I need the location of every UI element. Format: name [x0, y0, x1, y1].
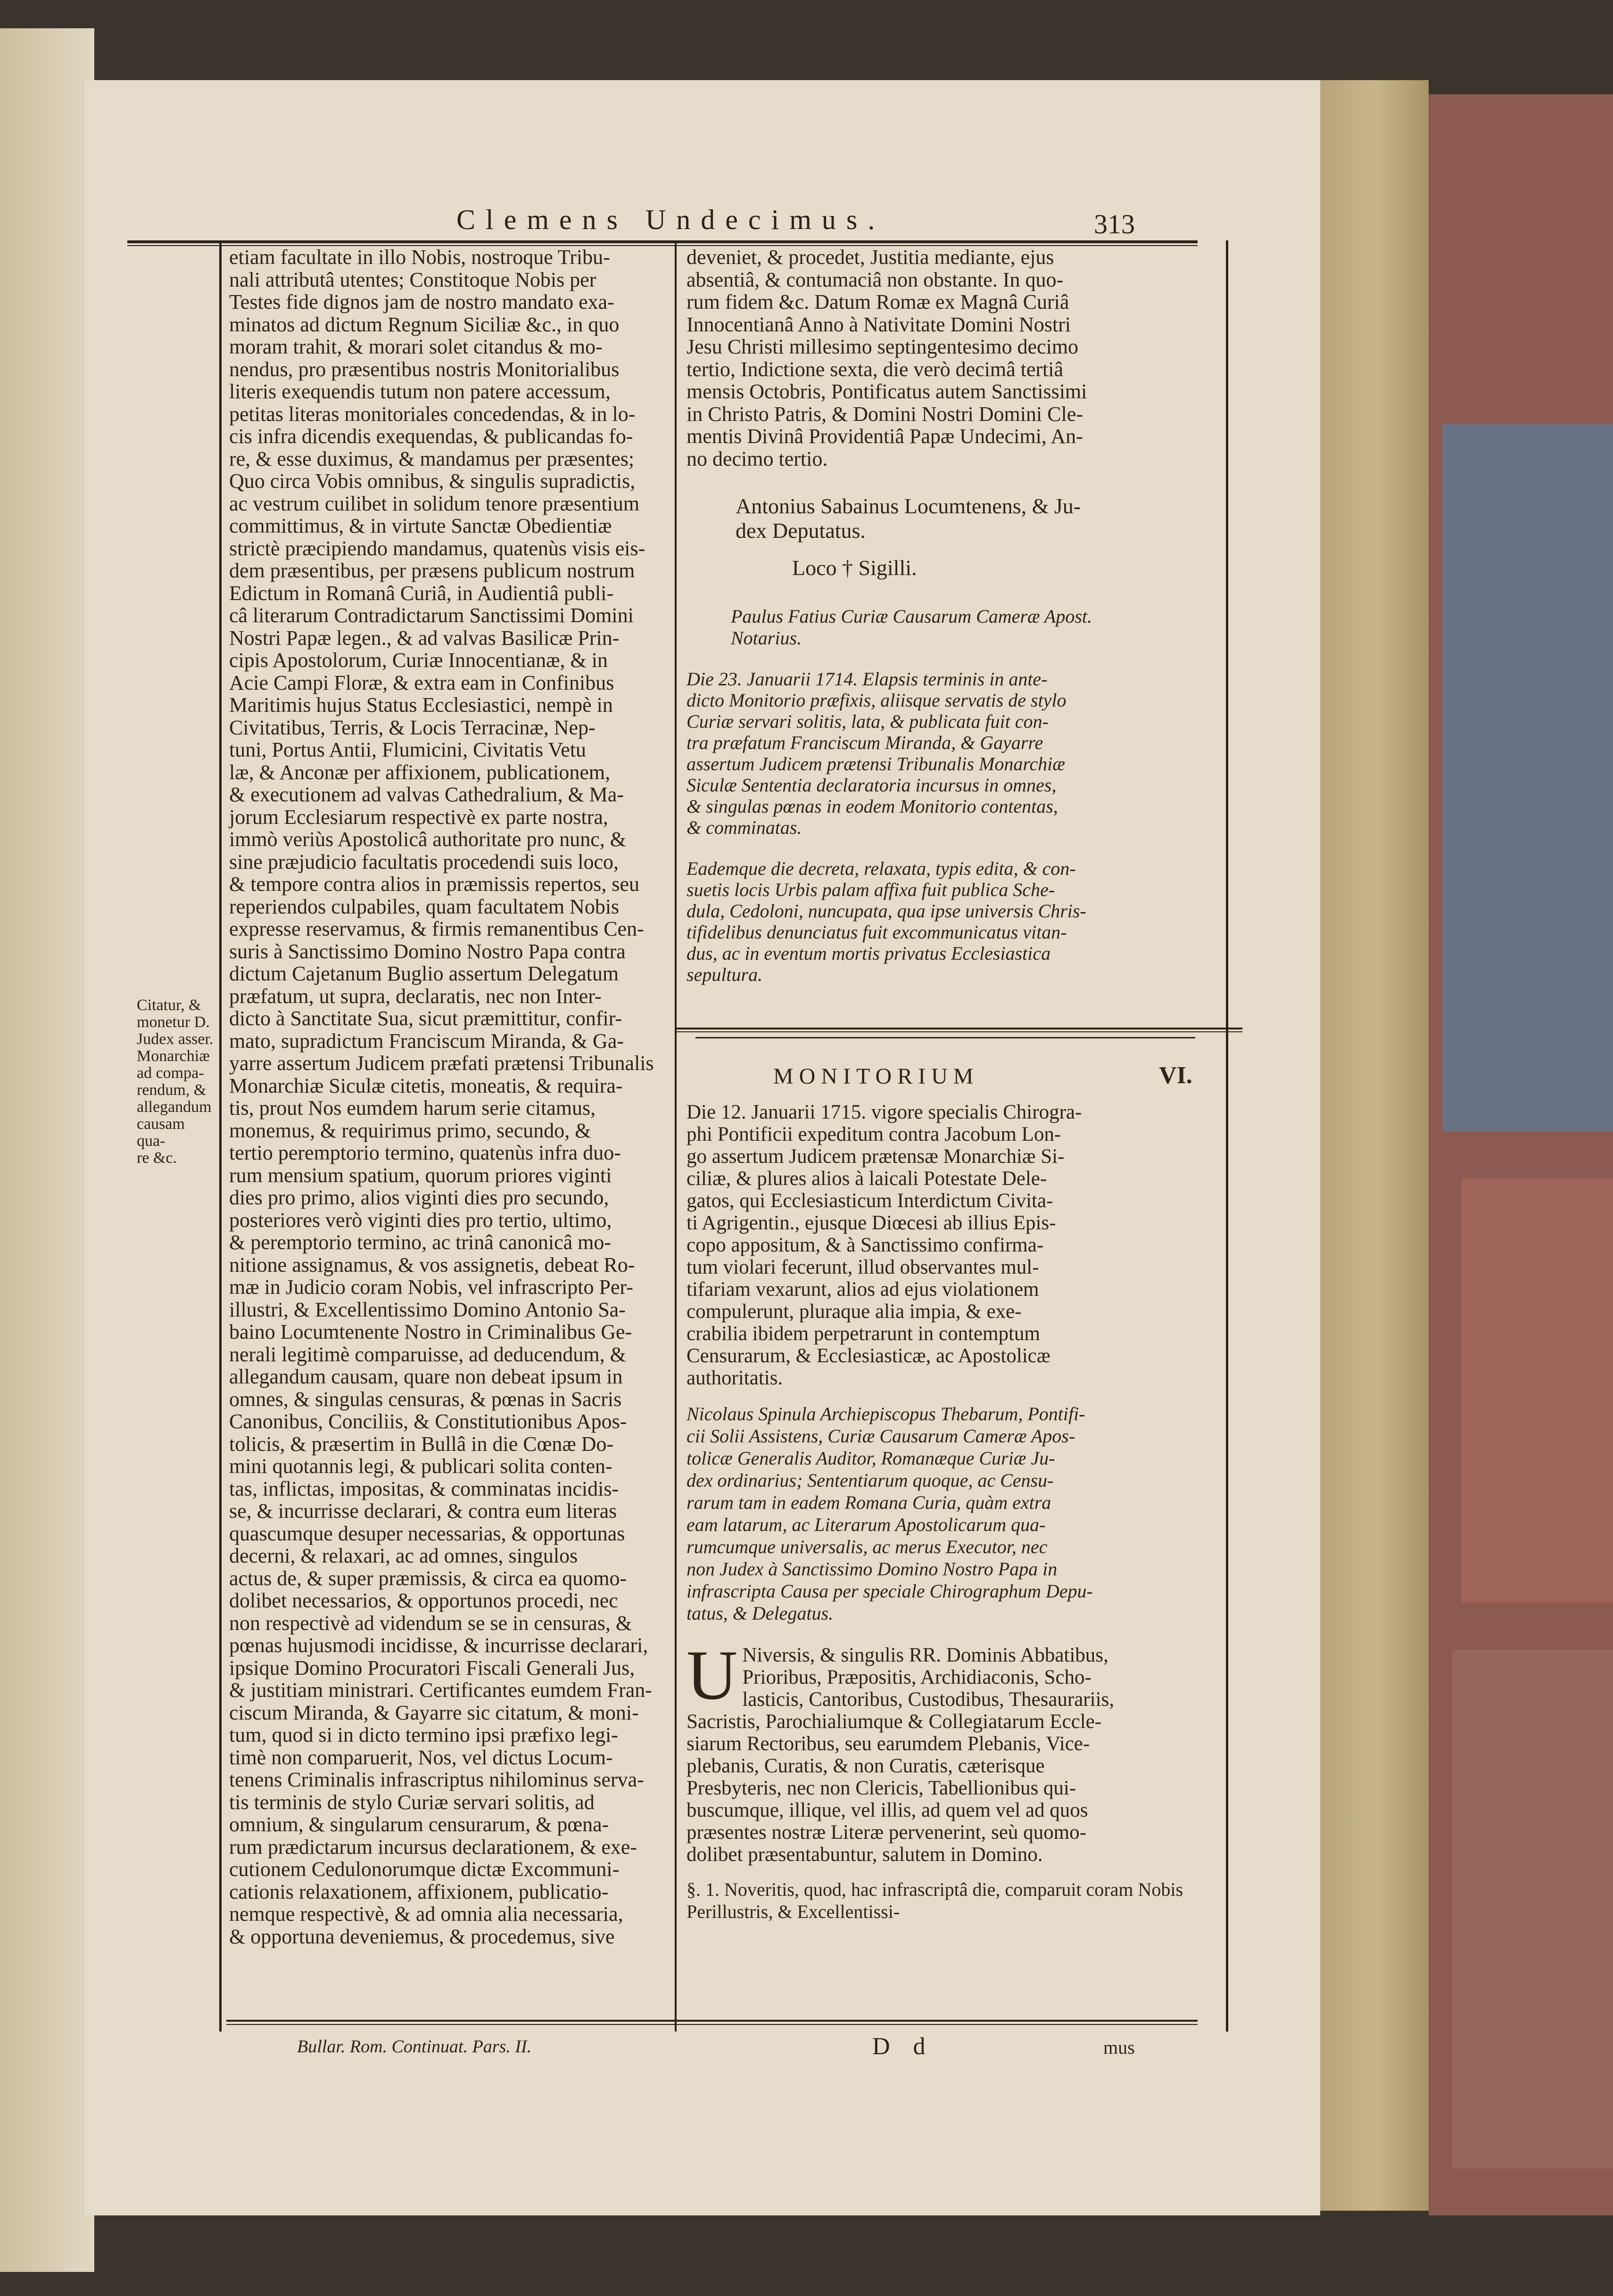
text-line: buscumque, illique, vel illis, ad quem vel ad quos	[687, 1799, 1088, 1821]
text-line: siarum Rectoribus, seu earumdem Plebanis, Vice-	[687, 1733, 1090, 1755]
issuer-line: cii Solii Assistens, Curiæ Causarum Cameræ Apos-	[687, 1425, 1075, 1447]
box-bottom-rule-2	[677, 1031, 1242, 1032]
text-line: dolibet præsentabuntur, salutem in Domino.	[687, 1843, 1043, 1866]
text-line: & peremptorio termino, ac trinâ canonicâ mo-	[229, 1231, 612, 1254]
margin-note-line: Citatur, &	[137, 996, 201, 1014]
text-line: tum violari fecerunt, illud observantes mul-	[687, 1256, 1039, 1278]
text-line: Testes fide dignos jam de nostro mandato exa-	[229, 290, 614, 313]
text-line: crabilia ibidem perpetrarunt in contemptum	[687, 1323, 1040, 1345]
text-line: Innocentianâ Anno à Nativitate Domini Nostri	[687, 313, 1071, 336]
note-line: suetis locis Urbis palam affixa fuit publica Sche-	[687, 879, 1055, 900]
schedula-note	[687, 858, 1186, 985]
text-line: Nostri Papæ legen., & ad valvas Basilicæ Prin-	[229, 626, 620, 650]
text-line: præfatum, ut supra, declaratis, nec non Inter-	[229, 984, 602, 1008]
sentence-note	[687, 668, 1186, 838]
text-line: immò veriùs Apostolicâ authoritate pro nunc, &	[229, 828, 626, 851]
text-line: cis infra dicendis exequendas, & publicandas fo-	[229, 425, 633, 448]
text-line: Jesu Christi millesimo septingentesimo decimo	[687, 335, 1079, 358]
issuer-line: tolicæ Generalis Auditor, Romanæque Curiæ Ju-	[687, 1448, 1055, 1469]
text-line: yarre assertum Judicem præfati prætensi Tribunalis	[229, 1052, 654, 1075]
text-line: mentis Divinâ Providentiâ Papæ Undecimi, An-	[687, 425, 1083, 448]
margin-note-line: Monarchiæ	[137, 1047, 210, 1065]
right-frame-rule	[1226, 240, 1228, 2032]
note-line: & singulas pœnas in eodem Monitorio contentas,	[687, 796, 1058, 817]
text-line: dicto à Sanctitate Sua, sicut præmittitur, confir-	[229, 1007, 622, 1030]
text-line: mini quotannis legi, & publicari solita conten-	[229, 1455, 612, 1478]
text-line: nali attributâ utentes; Constitoque Nobis per	[229, 268, 596, 291]
text-line: Sacristis, Parochialiumque & Collegiatarum Eccle-	[687, 1711, 1102, 1733]
text-line: monemus, & requirimus primo, secundo, &	[229, 1119, 591, 1142]
text-line: rum fidem &c. Datum Romæ ex Magnâ Curiâ	[687, 290, 1069, 313]
note-line: sepultura.	[687, 964, 763, 985]
text-line: mensis Octobris, Pontificatus autem Sanctissimi	[687, 380, 1087, 403]
text-line: re, & esse duximus, & mandamus per præsentes;	[229, 447, 635, 470]
note-line: tifidelibus denunciatus fuit excommunicatus vitan-	[687, 922, 1067, 943]
text-line: illustri, & Excellentissimo Domino Antonio Sa-	[229, 1298, 626, 1321]
text-line: allegandum causam, quare non debeat ipsum in	[229, 1365, 623, 1388]
text-line: câ literarum Contradictarum Sanctissimi Domini	[229, 604, 634, 627]
issuer-line: infrascripta Causa per speciale Chirographum Depu-	[687, 1580, 1093, 1602]
signature-locumtenens	[736, 494, 1188, 543]
text-line: nendus, pro præsentibus nostris Monitorialibus	[229, 357, 620, 381]
text-line: cipis Apostolorum, Curiæ Innocentianæ, & in	[229, 649, 608, 672]
text-line: mæ in Judicio coram Nobis, vel infrascripto Per-	[229, 1276, 633, 1299]
text-line: Edictum in Romanâ Curiâ, in Audientiâ publi-	[229, 581, 614, 605]
signature-line: Paulus Fatius Curiæ Causarum Cameræ Apost.	[731, 606, 1092, 627]
signature-line: Antonius Sabainus Locumtenens, & Ju-	[736, 494, 1081, 518]
paragraph-one-opening: §. 1. Noveritis, quod, hac infrascriptâ die, comparuit coram Nobis Perillustris, & Excellentissi-	[687, 1879, 1183, 1922]
text-line: ipsique Domino Procuratori Fiscali Generali Jus,	[229, 1656, 635, 1679]
text-line: mato, supradictum Franciscum Miranda, & Ga-	[229, 1029, 624, 1053]
text-line: copo appositum, & à Sanctissimo confirma-	[687, 1234, 1044, 1256]
section-number: VI.	[1159, 1062, 1192, 1089]
note-line: dicto Monitorio præfixis, aliisque servatis de stylo	[687, 690, 1067, 711]
text-line: nitione assignamus, & vos assignetis, debeat Ro-	[229, 1253, 635, 1276]
note-line: Curiæ servari solitis, lata, & publicata fuit con-	[687, 711, 1049, 732]
signature-line: Notarius.	[731, 627, 802, 649]
text-line: minatos ad dictum Regnum Siciliæ &c., in quo	[229, 313, 620, 336]
text-line: tolicis, & præsertim in Bullâ in die Cœnæ Do-	[229, 1432, 614, 1456]
seal-notation: Loco † Sigilli.	[792, 556, 917, 580]
foot-rule	[226, 2020, 1198, 2022]
text-line: phi Pontificii expeditum contra Jacobum Lon-	[687, 1123, 1061, 1145]
text-line: Prioribus, Præpositis, Archidiaconis, Scho-	[742, 1666, 1092, 1688]
issuer-line: dex ordinarius; Sententiarum quoque, ac Censu-	[687, 1470, 1054, 1491]
heading-rule	[695, 1037, 1195, 1038]
left-column-text	[229, 246, 665, 1948]
text-line: pœnas hujusmodi incidisse, & incurrisse declarari,	[229, 1634, 648, 1657]
text-line: læ, & Anconæ per affixionem, publicationem,	[229, 760, 611, 784]
text-line: deveniet, & procedet, Justitia mediante, ejus	[687, 246, 1054, 269]
text-line: dies pro primo, alios viginti dies pro secundo,	[229, 1186, 609, 1209]
facing-page-edge	[0, 28, 94, 2272]
text-line: baino Locumtenente Nostro in Criminalibus Ge-	[229, 1320, 632, 1343]
note-line: dus, ac in eventum mortis privatus Ecclesiastica	[687, 943, 1051, 964]
left-frame-rule	[219, 240, 222, 2032]
text-line: cutionem Cedulonorumque dictæ Excommuni-	[229, 1858, 620, 1881]
page-number: 313	[1094, 209, 1135, 239]
page-block-edge	[1320, 80, 1429, 2211]
foot-rule-thin	[226, 2024, 1198, 2025]
book-page	[85, 80, 1320, 2215]
text-line: Quo circa Vobis omnibus, & singulis supradictis,	[229, 469, 636, 493]
text-line: quascumque desuper necessarias, & opportunas	[229, 1522, 625, 1545]
text-line: tum, quod si in dicto termino ipsi præfixo legi-	[229, 1723, 618, 1746]
text-line: omnium, & singularum censurarum, & pœna-	[229, 1813, 609, 1836]
text-line: non respectivè ad videndum se se in censuras, &	[229, 1611, 632, 1635]
note-line: Siculæ Sententia declaratoria incursus in omnes,	[687, 774, 1057, 796]
text-line: compulerunt, pluraque alia impia, & exe-	[687, 1300, 1022, 1323]
text-line: tertio peremptorio termino, quatenùs infra duo-	[229, 1141, 621, 1164]
text-line: & opportuna deveniemus, & procedemus, sive	[229, 1925, 615, 1948]
text-line: in Christo Patris, & Domini Nostri Domini Cle-	[687, 402, 1083, 426]
margin-note-line: re &c.	[137, 1149, 177, 1167]
gathering-mark: D d	[872, 2033, 934, 2060]
text-line: tas, inflictas, impositas, & comminatas incidis-	[229, 1477, 619, 1500]
text-line: Civitatibus, Terris, & Locis Terracinæ, Nep-	[229, 716, 596, 739]
margin-note-line: Judex asser.	[137, 1030, 214, 1048]
note-line: & comminatas.	[687, 817, 802, 838]
issuer-line: tatus, & Delegatus.	[687, 1603, 834, 1624]
text-line: go assertum Judicem prætensæ Monarchiæ Si-	[687, 1145, 1065, 1168]
text-line: & executionem ad valvas Cathedralium, & Ma-	[229, 783, 624, 806]
text-line: posteriores verò viginti dies pro tertio, ultimo,	[229, 1208, 612, 1232]
monitorium-summary	[687, 1101, 1186, 1389]
issuer-line: rarum tam in eadem Romana Curia, quàm extra	[687, 1492, 1051, 1513]
issuer-line: non Judex à Sanctissimo Domino Nostro Papa in	[687, 1558, 1058, 1580]
text-line: dolibet necessarios, & opportunos procedi, nec	[229, 1589, 618, 1612]
text-line: tis, prout Nos eumdem harum serie citamus,	[229, 1096, 596, 1119]
text-line: authoritatis.	[687, 1367, 783, 1389]
text-line: dem præsentibus, per præsens publicum nostrum	[229, 559, 635, 582]
text-line: tenens Criminalis infrascriptus nihilominus serva-	[229, 1768, 644, 1791]
text-line: Die 12. Januarii 1715. vigore specialis Chirogra-	[687, 1101, 1082, 1123]
margin-note-line: ad compa-	[137, 1064, 204, 1082]
text-line: lasticis, Cantoribus, Custodibus, Thesaurariis,	[742, 1688, 1115, 1711]
catchword: mus	[1103, 2037, 1135, 2058]
text-line: strictè præcipiendo mandamus, quatenùs visis eis-	[229, 536, 645, 560]
note-line: Eademque die decreta, relaxata, typis edita, & con-	[687, 858, 1076, 879]
text-line: literis exequendis tutum non patere accessum,	[229, 380, 611, 403]
text-line: plebanis, Curatis, & non Curatis, cæterisque	[687, 1755, 1045, 1777]
text-line: tertio, Indictione sexta, die verò decimâ tertiâ	[687, 357, 1064, 381]
text-line: Monarchiæ Siculæ citetis, moneatis, & requira-	[229, 1074, 623, 1097]
text-line: ciscum Miranda, & Gayarre sic citatum, & moni-	[229, 1701, 639, 1724]
text-line: præsentes nostræ Literæ pervenerint, seù quomo-	[687, 1821, 1086, 1843]
text-line: omnes, & singulas censuras, & pœnas in Sacris	[229, 1387, 622, 1411]
text-line: dictum Cajetanum Buglio assertum Delegatum	[229, 962, 619, 985]
text-line: no decimo tertio.	[687, 447, 828, 470]
note-line: assertum Judicem prætensi Tribunalis Monarchiæ	[687, 753, 1065, 774]
text-line: Niversis, & singulis RR. Dominis Abbatibus,	[742, 1644, 1108, 1666]
issuer-line: eam latarum, ac Literarum Apostolicarum qua-	[687, 1514, 1046, 1535]
signature-notary	[731, 606, 1193, 649]
note-line: Die 23. Januarii 1714. Elapsis terminis in ante-	[687, 668, 1048, 690]
text-line: suris à Sanctissimo Domino Nostro Papa contra	[229, 939, 626, 963]
text-line: absentiâ, & contumaciâ non obstante. In quo-	[687, 268, 1064, 291]
box-bottom-rule	[677, 1028, 1242, 1029]
text-line: cationis relaxationem, affixionem, publicatio-	[229, 1880, 609, 1903]
text-line: jorum Ecclesiarum respectivè ex parte nostra,	[229, 805, 608, 829]
text-line: tuni, Portus Antii, Flumicini, Civitatis Vetu	[229, 738, 587, 761]
text-line: petitas literas monitoriales concedendas, & in lo-	[229, 402, 636, 426]
text-line: nerali legitimè comparuisse, ad deducendum, &	[229, 1342, 626, 1366]
text-line: & tempore contra alios in præmissis repertos, seu	[229, 872, 640, 896]
text-line: expresse reservamus, & firmis remanentibus Cen-	[229, 917, 644, 940]
text-line: Presbyteris, nec non Clericis, Tabellionibus qui-	[687, 1777, 1076, 1799]
text-line: rum mensium spatium, quorum priores viginti	[229, 1163, 612, 1187]
text-line: gatos, qui Ecclesiasticum Interdictum Civita-	[687, 1190, 1053, 1212]
text-line: committimus, & in virtute Sanctæ Obedientiæ	[229, 514, 612, 537]
margin-note-line: allegandum	[137, 1098, 212, 1116]
text-line: Acie Campi Floræ, & extra eam in Confinibus	[229, 671, 614, 694]
text-line: se, & incurrisse declarari, & contra eum literas	[229, 1499, 617, 1522]
note-line: tra præfatum Franciscum Miranda, & Gayarre	[687, 732, 1043, 753]
text-line: tifariam vexarunt, alios ad ejus violationem	[687, 1278, 1039, 1300]
issuer-line: Nicolaus Spinula Archiepiscopus Thebarum, Pontifi-	[687, 1403, 1085, 1424]
text-line: ciliæ, & plures alios à laicali Potestate Dele-	[687, 1168, 1047, 1190]
right-column-dating-clause	[687, 246, 1182, 470]
section-heading-monitorium: MONITORIUM	[773, 1064, 979, 1089]
text-line: nemque respectivè, & ad omnia alia necessaria,	[229, 1902, 623, 1926]
text-line: rum prædictarum incursus declarationem, & exe-	[229, 1835, 637, 1859]
text-line: decerni, & relaxari, ac ad omnes, singulos	[229, 1544, 578, 1567]
text-line: tis terminis de stylo Curiæ servari solitis, ad	[229, 1790, 595, 1814]
text-line: reperiendos culpabiles, quam facultatem Nobis	[229, 895, 620, 918]
text-line: ti Agrigentin., ejusque Diœcesi ab illius Epis-	[687, 1212, 1056, 1234]
text-line: moram trahit, & morari solet citandus & mo-	[229, 335, 603, 358]
running-head-title: Clemens Undecimus.	[456, 204, 885, 235]
text-line: etiam facultate in illo Nobis, nostroque Tribu-	[229, 246, 610, 269]
text-line: Censurarum, & Ecclesiasticæ, ac Apostolicæ	[687, 1345, 1051, 1367]
text-line: Maritimis hujus Status Ecclesiastici, nempè in	[229, 693, 613, 716]
text-line: sine præjudicio facultatis procedendi suis loco,	[229, 850, 619, 873]
margin-note-line: rendum, &	[137, 1081, 207, 1099]
column-divider	[675, 240, 677, 2032]
text-line: ac vestrum cuilibet in solidum tenore præsentium	[229, 492, 640, 515]
text-line: actus de, & super præmissis, & circa ea quomo-	[229, 1566, 627, 1590]
text-line: Canonibus, Conciliis, & Constitutionibus Apos-	[229, 1410, 627, 1433]
drop-capital: U	[687, 1636, 738, 1714]
address-paragraph	[687, 1636, 1186, 1866]
issuer-titles	[687, 1403, 1186, 1624]
margin-note-line: causam qua-	[137, 1115, 185, 1150]
signature-mark: Bullar. Rom. Continuat. Pars. II.	[297, 2037, 532, 2057]
signature-line: dex Deputatus.	[736, 518, 866, 543]
issuer-line: rumcumque universalis, ac merus Executor, nec	[687, 1536, 1048, 1557]
margin-note-line: monetur D.	[137, 1013, 210, 1031]
text-line: timè non comparuerit, Nos, vel dictus Locum-	[229, 1745, 613, 1769]
margin-note	[137, 997, 217, 1167]
head-rule	[127, 240, 1198, 243]
text-line: & justitiam ministrari. Certificantes eumdem Fran-	[229, 1679, 652, 1702]
note-line: dula, Cedoloni, nuncupata, qua ipse universis Chris-	[687, 900, 1086, 922]
